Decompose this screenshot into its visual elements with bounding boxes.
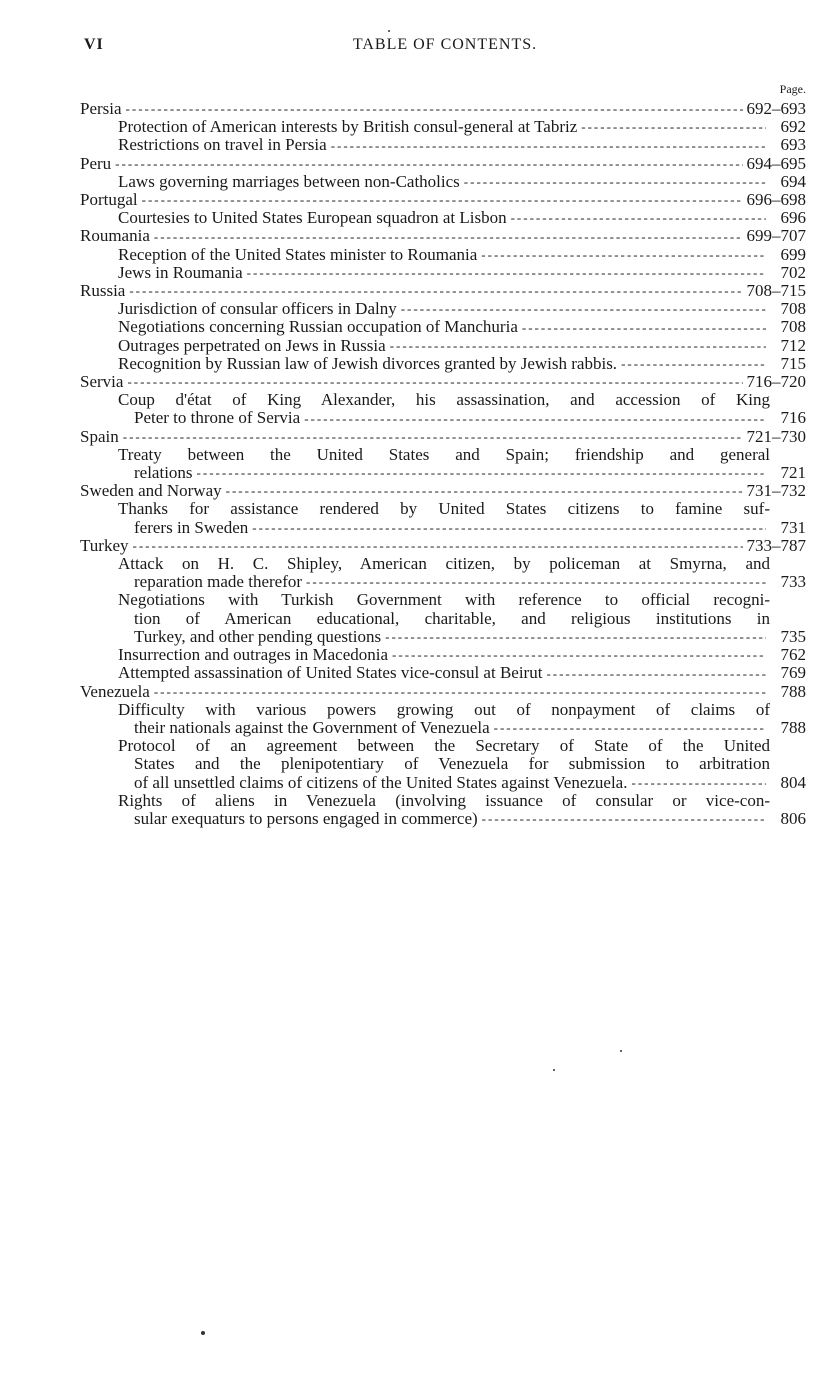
page-reference: 712 (780, 335, 806, 355)
toc-entry (80, 227, 806, 245)
toc-entry (80, 428, 806, 446)
dot-leader (392, 646, 766, 664)
dot-leader (252, 519, 766, 537)
dot-leader (133, 537, 743, 555)
toc-line: Recognition by Russian law of Jewish divorces granted by Jewish rabbis. (118, 353, 618, 373)
toc-subentry (80, 136, 806, 154)
toc-subentry (80, 701, 806, 737)
toc-subentry (80, 173, 806, 191)
page-reference: 721 (780, 463, 806, 483)
toc-line: Jews in Roumania (118, 262, 243, 282)
dot-leader (304, 410, 766, 428)
toc-subentry (80, 337, 806, 355)
toc-line: Attempted assassination of United States vice-consul at Beirut (118, 663, 543, 683)
dot-leader (127, 373, 742, 391)
page-reference: 694 (780, 171, 806, 191)
toc-subentry (80, 646, 806, 664)
page-reference: 715 (780, 353, 806, 373)
toc-line: Jurisdiction of consular officers in Dalny (118, 299, 397, 319)
toc-subentry (80, 792, 806, 828)
toc-line: Persia (80, 99, 122, 118)
dot-leader (154, 228, 743, 246)
dot-leader (197, 464, 766, 482)
dot-leader (385, 628, 766, 646)
toc-subentry (80, 318, 806, 336)
page-reference: 769 (780, 663, 806, 683)
toc-line: Roumania (80, 226, 150, 246)
toc-line: ferers in Sweden (134, 517, 249, 537)
toc-line: Servia (80, 372, 124, 392)
dot-leader (226, 482, 743, 500)
toc-entry (80, 282, 806, 300)
page-reference: 708–715 (746, 281, 806, 301)
page-reference: 708 (780, 299, 806, 319)
page-reference: 716 (780, 408, 806, 428)
toc-line: of all unsettled claims of citizens of the United States against Venezuela. (134, 772, 628, 792)
toc-entry (80, 100, 806, 118)
toc-line: their nationals against the Government of Venezuela (134, 717, 490, 737)
toc-line: Protocol of an agreement between the Secretary of State of the United (118, 736, 770, 756)
toc-entry (80, 683, 806, 701)
dot-leader (482, 810, 766, 828)
toc-subentry (80, 500, 806, 536)
page-reference: 733 (780, 572, 806, 592)
dot-leader (247, 264, 766, 282)
dot-leader (631, 774, 766, 792)
toc-subentry (80, 209, 806, 227)
page-reference: 696 (780, 208, 806, 228)
print-speck (553, 1069, 555, 1071)
page-reference: 762 (780, 645, 806, 665)
page-reference: 696–698 (746, 190, 806, 210)
toc-entry (80, 191, 806, 209)
print-speck (620, 1050, 622, 1052)
dot-leader (522, 319, 766, 337)
toc-line: Turkey, and other pending questions (134, 626, 382, 646)
dot-leader (129, 282, 742, 300)
dot-leader (621, 355, 766, 373)
toc-subentry (80, 246, 806, 264)
toc-subentry (80, 300, 806, 318)
toc-line: Attack on H. C. Shipley, American citizen, by policeman at Smyrna, and (118, 554, 770, 574)
page-reference: 804 (780, 772, 806, 792)
dot-leader (115, 155, 742, 173)
dot-leader (581, 118, 766, 136)
dot-leader (306, 573, 766, 591)
toc-entry (80, 482, 806, 500)
dot-leader (154, 683, 766, 701)
toc-line: Russia (80, 281, 126, 301)
toc-line: Turkey (80, 535, 129, 555)
toc-line: Peru (80, 153, 112, 173)
toc-subentry (80, 737, 806, 792)
page-reference: 733–787 (746, 535, 806, 555)
toc-line: States and the plenipotentiary of Venezuela for submission to arbitration (134, 754, 770, 774)
page-reference: 806 (780, 808, 806, 828)
dot-leader (331, 137, 766, 155)
toc-line: Rights of aliens in Venezuela (involving issuance of consular or vice-con- (118, 790, 770, 810)
dot-leader (481, 246, 766, 264)
toc-entry (80, 373, 806, 391)
page-reference: 693 (780, 135, 806, 155)
toc-subentry (80, 446, 806, 482)
toc-line: Courtesies to United States European squadron at Lisbon (118, 208, 507, 228)
toc-entry (80, 537, 806, 555)
page-reference: 735 (780, 626, 806, 646)
page-column-label: Page. (779, 82, 806, 96)
toc-line: Sweden and Norway (80, 481, 222, 501)
page-header (84, 36, 806, 60)
toc-line: reparation made therefor (134, 572, 303, 592)
dot-leader (142, 191, 743, 209)
toc-subentry (80, 664, 806, 682)
toc-line: Negotiations concerning Russian occupation of Manchuria (118, 317, 518, 337)
toc-line: Insurrection and outrages in Macedonia (118, 645, 389, 665)
page-reference: 692–693 (746, 99, 806, 118)
page-reference: 699 (780, 244, 806, 264)
toc-line: relations (134, 463, 193, 483)
print-speck (388, 30, 390, 32)
dot-leader (390, 337, 766, 355)
toc-subentry (80, 391, 806, 427)
dot-leader (126, 100, 743, 118)
toc-line: Protection of American interests by British consul-general at Tabriz (118, 117, 578, 137)
toc-line: Outrages perpetrated on Jews in Russia (118, 335, 386, 355)
toc-entry (80, 155, 806, 173)
dot-leader (511, 209, 766, 227)
toc-line: Coup d'état of King Alexander, his assassination, and accession of King (118, 390, 770, 410)
page-reference: 788 (780, 717, 806, 737)
toc-subentry (80, 355, 806, 373)
page-reference: 731 (780, 517, 806, 537)
page-reference: 702 (780, 262, 806, 282)
page-reference: 721–730 (746, 426, 806, 446)
toc-line: Thanks for assistance rendered by United States citizens to famine suf- (118, 499, 770, 519)
table-of-contents (80, 100, 806, 828)
page-reference: 708 (780, 317, 806, 337)
toc-line: Portugal (80, 190, 138, 210)
toc-line: Venezuela (80, 681, 150, 701)
toc-line: Peter to throne of Servia (134, 408, 301, 428)
print-speck (201, 1331, 205, 1335)
toc-line: Difficulty with various powers growing out of nonpayment of claims of (118, 699, 770, 719)
toc-subentry (80, 555, 806, 591)
page-reference: 788 (780, 681, 806, 701)
page-number-roman: VI (84, 36, 104, 53)
page-reference: 716–720 (746, 372, 806, 392)
dot-leader (546, 665, 766, 683)
dot-leader (494, 719, 766, 737)
page-reference: 731–732 (746, 481, 806, 501)
page-reference: 692 (780, 117, 806, 137)
dot-leader (464, 173, 766, 191)
toc-line: Restrictions on travel in Persia (118, 135, 327, 155)
toc-line: Treaty between the United States and Spain; friendship and general (118, 444, 770, 464)
page-reference: 694–695 (746, 153, 806, 173)
toc-line: tion of American educational, charitable, and religious institutions in (134, 608, 770, 628)
toc-line: Laws governing marriages between non-Catholics (118, 171, 460, 191)
toc-subentry (80, 264, 806, 282)
toc-subentry (80, 591, 806, 646)
toc-subentry (80, 118, 806, 136)
toc-line: Spain (80, 426, 119, 446)
toc-line: Negotiations with Turkish Government with reference to official recogni- (118, 590, 770, 610)
page-title: TABLE OF CONTENTS. (352, 36, 538, 53)
toc-line: Reception of the United States minister to Roumania (118, 244, 478, 264)
dot-leader (123, 428, 743, 446)
page-reference: 699–707 (746, 226, 806, 246)
toc-line: sular exequaturs to persons engaged in commerce) (134, 808, 478, 828)
dot-leader (401, 300, 766, 318)
